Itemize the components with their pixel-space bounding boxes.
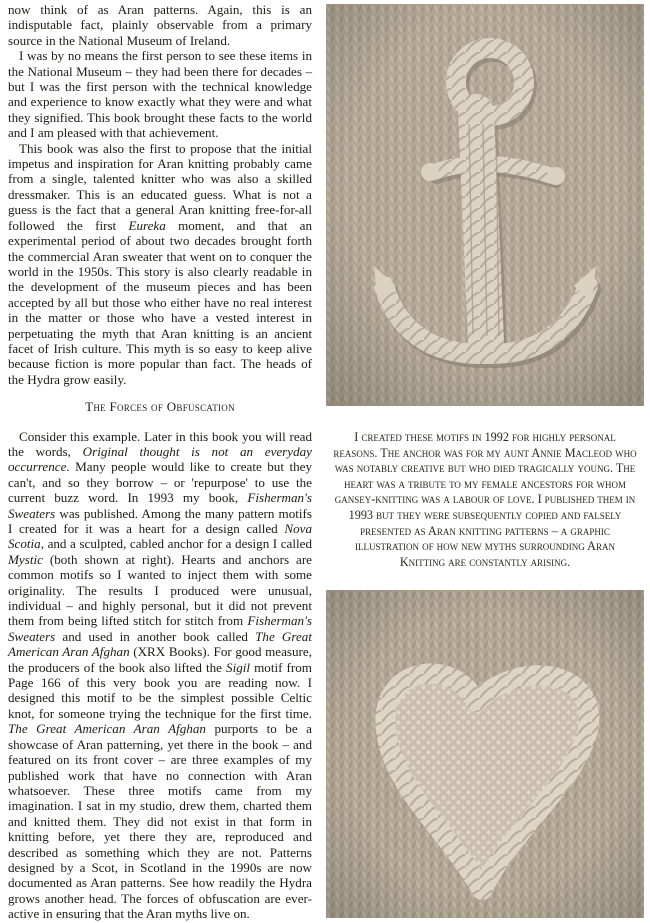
paragraph-1: now think of as Aran patterns. Again, this is an indisputable fact, plainly observable from a primary source in the National Museum of Ireland.	[8, 2, 312, 48]
paragraph-4	[8, 429, 312, 922]
p4-design-nova-scotia: Nova Scotia	[8, 521, 312, 552]
p4-quote: Original thought is not an everyday occurrence	[8, 443, 312, 475]
paragraph-3	[8, 141, 312, 388]
paragraph-2: I was by no means the first person to see these items in the National Museum – they had been there for decades – but I was the first person with the technical knowledge and experience to know exactly what they were and what they signified. This book brought these facts to the world and I am pleased with that achievement.	[8, 48, 312, 141]
p4-book-title-great-american-aran-afghan: The Great American Aran Afghan	[8, 628, 312, 660]
p4-text-8: motif from Page 166 of this very book you are reading now. I designed this motif to be the simplest possible Celtic knot, for someone trying the technique for the first time.	[8, 659, 312, 721]
p4-design-mystic: Mystic	[8, 551, 43, 567]
p4-text-9: purports to be a showcase of Aran patterning, yet there in the book – and featured on its front cover – are three examples of my published work that have no connection with Aran whatsoever. These three motifs came from my imagination. I sat in my studio, drew them, charted them and knitted them. They did not exist in that form in knitting before, yet there they are, reproduced and described as something which they are not. Patterns designed by a Scot, in Scotland in the 1990s are now documented as Aran patterns. See how readily the Hydra grows another head. The forces of obfuscation are ever-active in ensuring that the Aran myths live on.	[8, 721, 312, 922]
p4-text-5: (both shown at right). Hearts and anchors are common motifs so I wanted to inject them with some originality. The results I produced were unusual, individual – and highly personal, but it did not prevent them from being lifted stitch for stitch from	[8, 551, 312, 629]
section-heading: The Forces of Obfuscation	[85, 399, 235, 415]
p4-book-title-fishermans-sweaters: Fisherman's Sweaters	[8, 490, 312, 521]
paragraph-3-text-a: This book was also the first to propose that the initial impetus and inspiration for Aran knitting probably came from a single, talented knitter who was also a skilled dressmaker. This is an educated guess. What is not a guess is the fact that a general Aran knitting free-for-all followed the first	[8, 140, 312, 233]
anchor-motif-photo	[326, 4, 644, 406]
p4-text-2: . Many people would like to create but they can't, and so they borrow – or 'repurpose' to use the current buzz word. In 1993 my book,	[8, 459, 312, 506]
p4-text-6: and used in another book called	[55, 628, 256, 644]
photo-caption: I created these motifs in 1992 for highly personal reasons. The anchor was for my aunt Annie Macleod who was notably creative but who died tragically young. The heart was a tribute to my female ancestors for whom gansey-knitting was a labour of love. I published them in 1993 but they were subsequently copied and falsely presented as Aran knitting patterns – a graphic illustration of how new myths surrounding Aran Knitting are constantly arising.	[333, 430, 637, 569]
p4-book-title-fishermans-sweaters-2: Fisherman's Sweaters	[8, 613, 312, 644]
anchor-icon	[326, 4, 644, 406]
p4-motif-sigil: Sigil	[226, 659, 251, 675]
p4-text-1: Consider this example. Later in this book you will read the words,	[8, 428, 312, 459]
eureka-emphasis: Eureka	[128, 217, 166, 233]
p4-book-title-great-american-aran-afghan-2: The Great American Aran Afghan	[8, 721, 206, 737]
p4-text-3: was published. Among the many pattern motifs I created for it was a heart for a design called	[8, 505, 312, 536]
p4-text-4: , and a sculpted, cabled anchor for a design I called	[40, 536, 312, 552]
p4-text-7: (XRX Books). For good measure, the producers of the book also lifted the	[8, 644, 312, 675]
article-column	[8, 2, 312, 922]
paragraph-3-text-b: moment, and that an experimental period of about two decades brought forth the commercial Aran sweater that went on to conquer the world in the 1950s. This story is also clearly readable in the development of the museum pieces and has been accepted by all but those who either have no real interest in the matter or those who have a vested interest in perpetuating the myth that Aran knitting is an ancient facet of Irish culture. This myth is so easy to keep alive because fiction is more popular than fact. The heads of the Hydra grow easily.	[8, 217, 312, 387]
heart-icon	[326, 590, 644, 918]
heart-motif-photo	[326, 590, 644, 918]
